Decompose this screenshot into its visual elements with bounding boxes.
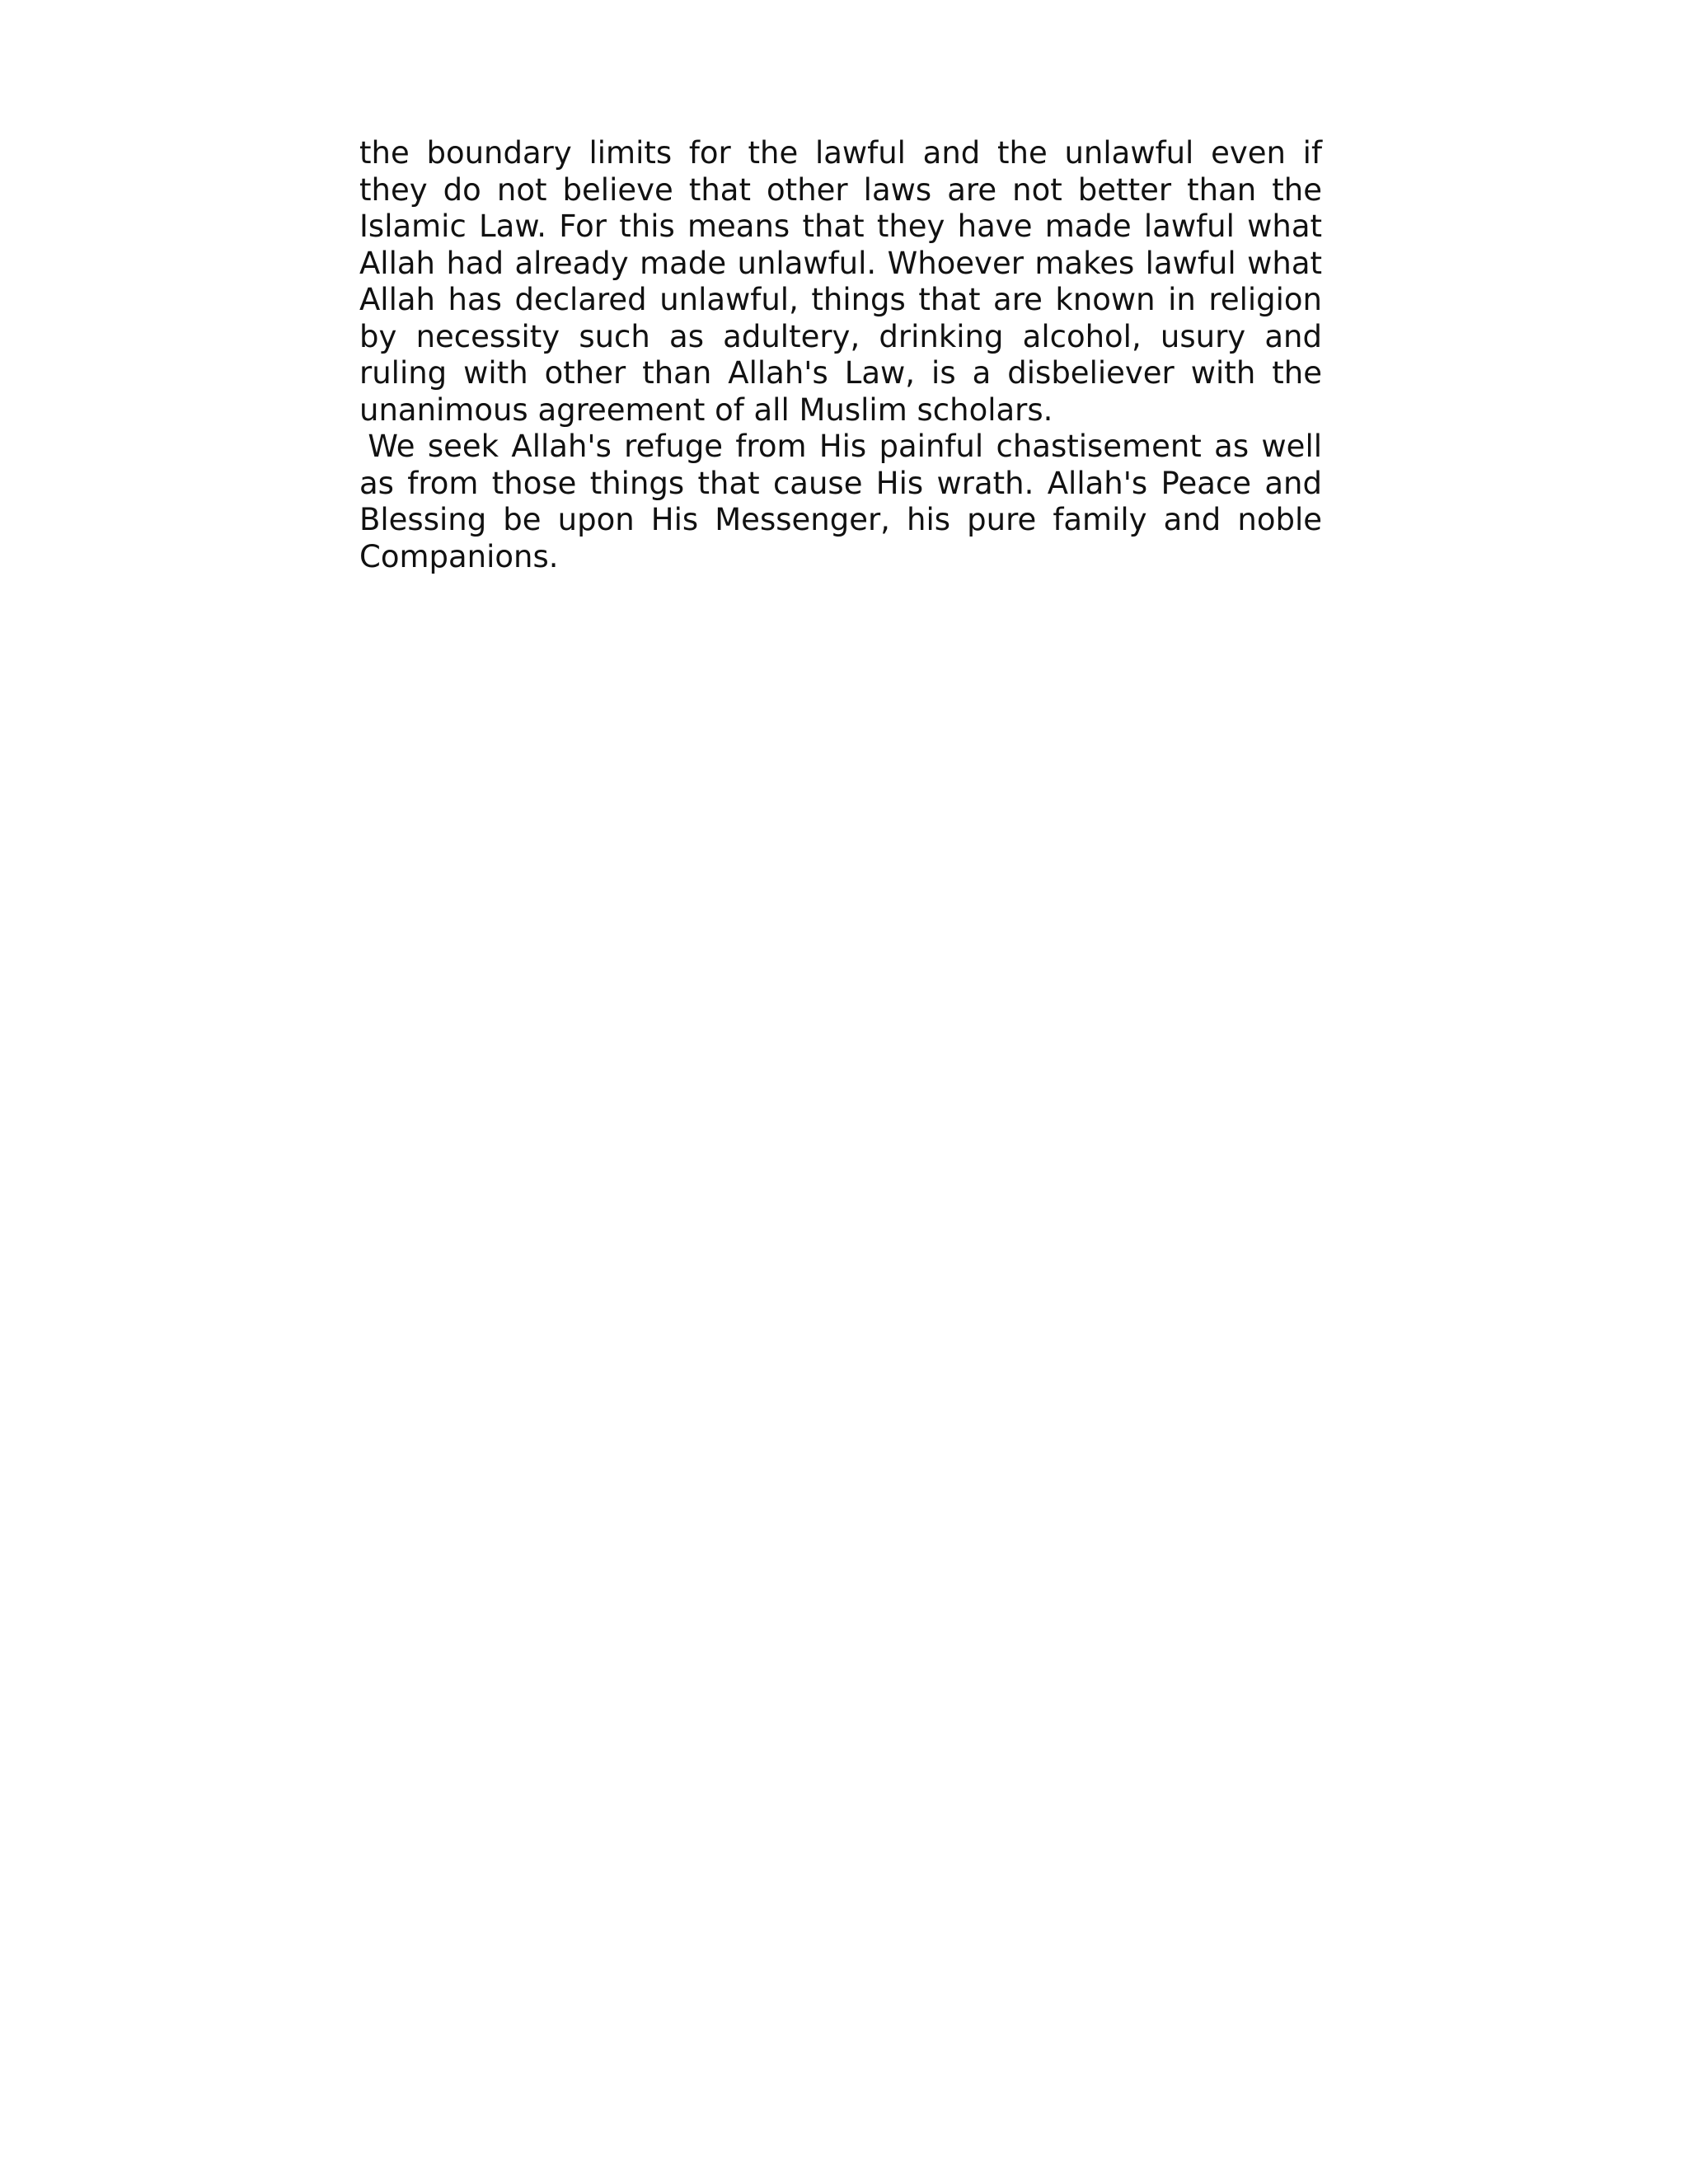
paragraph-1: the boundary limits for the lawful and the unlawful even if they do not believe that other laws are not better than the Islamic Law. For this means that they have made lawful what Allah had already made unlawful. Whoever makes lawful what Allah has declared unlawful, things that are known in religion by necessity such as adultery, drinking alcohol, usury and ruling with other than Allah's Law, is a disbeliever with the unanimous agreement of all Muslim scholars. bbox=[359, 135, 1322, 428]
body-text bbox=[359, 135, 1322, 575]
paragraph-2: We seek Allah's refuge from His painful chastisement as well as from those things that cause His wrath. Allah's Peace and Blessing be upon His Messenger, his pure family and noble Companions. bbox=[359, 429, 1322, 574]
